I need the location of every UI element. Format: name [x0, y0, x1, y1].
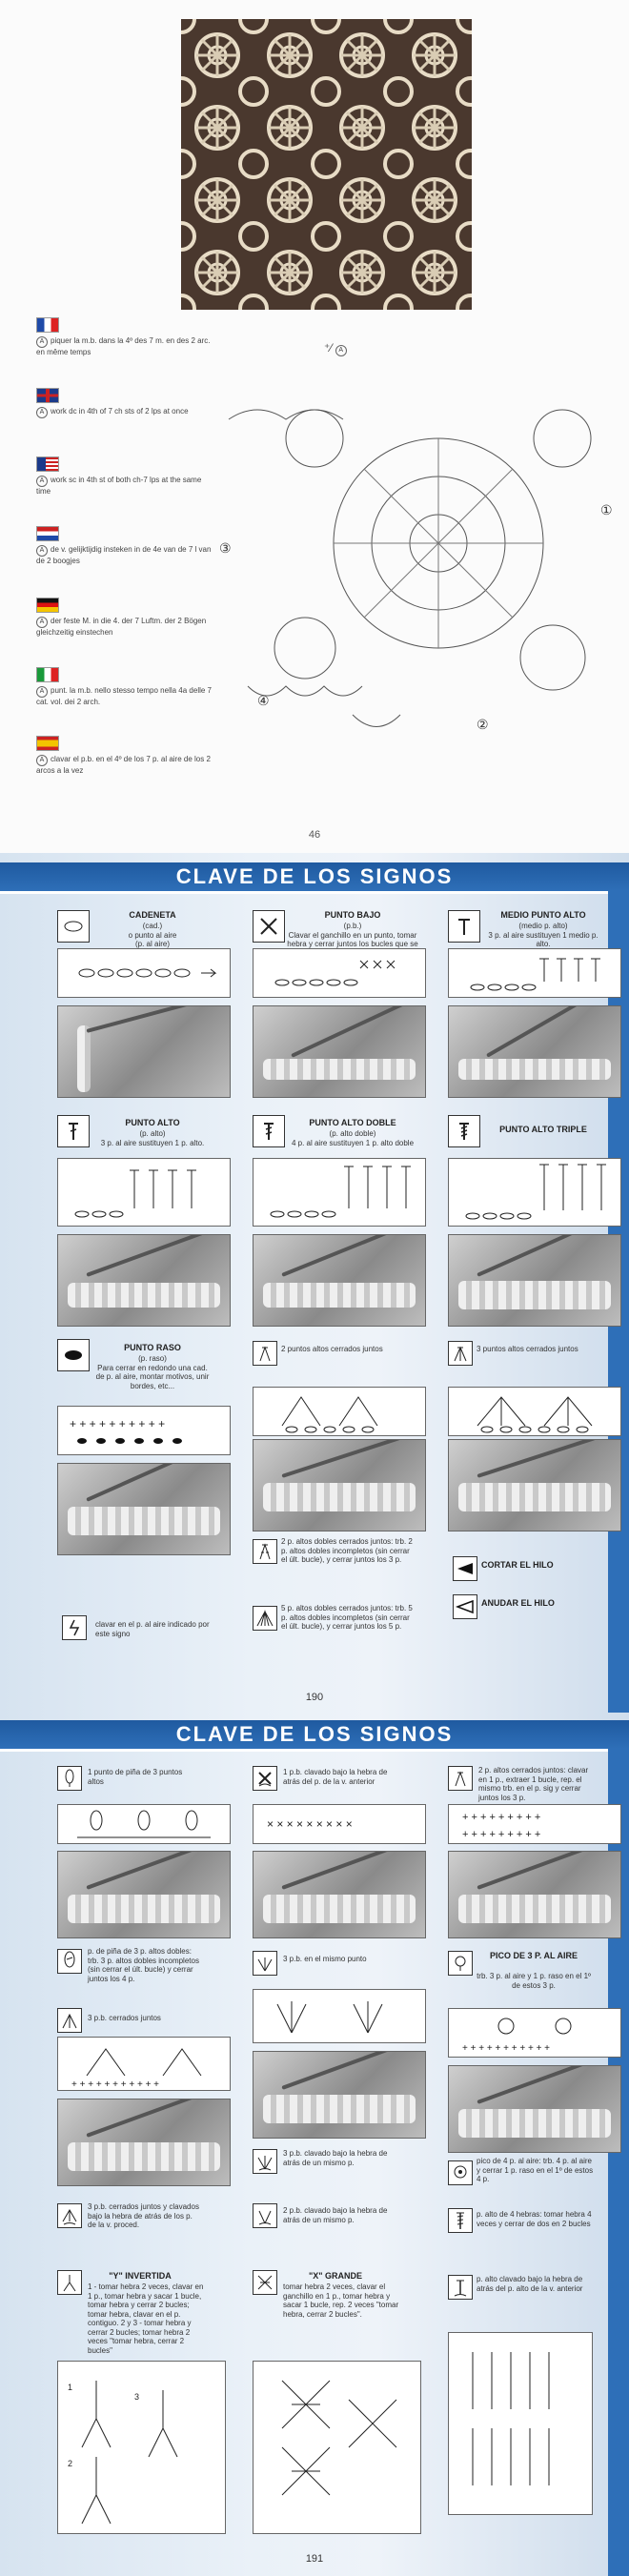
lace-motif-image — [181, 19, 472, 310]
lang-block-uk: A work dc in 4th of 7 ch sts of 2 lps at once — [36, 388, 217, 418]
slip-stitch-diagram — [57, 1406, 231, 1455]
x-grande-title: "X" GRANDE — [308, 2271, 363, 2281]
inverted-y-symbol-icon — [57, 2270, 82, 2295]
lang-block-fr: A piquer la m.b. dans la 4º des 7 m. en des 2 arc. en même temps — [36, 317, 217, 357]
clavado-mismo-desc: 2 p.b. clavado bajo la hebra de atrás de un mismo p. — [283, 2206, 388, 2224]
dc3tog-photo — [448, 1439, 621, 1531]
crochet-diagram — [219, 400, 619, 781]
punto-alto-doble-title: PUNTO ALTO DOBLE — [309, 1118, 396, 1127]
uk-flag — [36, 388, 59, 403]
dc2tog-closed-diagram — [448, 1804, 621, 1844]
spain-flag — [36, 736, 59, 751]
punto-alto-doble-desc: (p. alto doble) 4 p. al aire sustituyen 1 p. alto doble — [291, 1129, 415, 1147]
tr2tog-symbol-icon — [253, 1539, 277, 1564]
chain-photo — [57, 1005, 231, 1098]
svg-text:× × × × × × × × ×: × × × × × × × × × — [267, 1817, 353, 1831]
page-number: 190 — [305, 1692, 324, 1703]
sc3tog-diagram — [57, 2037, 231, 2091]
double-crochet-symbol-icon — [57, 1115, 90, 1147]
dc2tog-closed-photo — [448, 1851, 621, 1938]
dc2tog-diagram — [253, 1387, 426, 1436]
medio-punto-alto-title: MEDIO PUNTO ALTO — [500, 910, 586, 920]
hebra-4-desc: p. alto de 4 hebras: tomar hebra 4 veces y cerrar de dos en 2 bucles — [477, 2210, 592, 2228]
cortar-title: CORTAR EL HILO — [481, 1560, 554, 1570]
sc3tog-photo — [57, 2099, 231, 2186]
tr-puff-symbol-icon — [57, 1949, 82, 1974]
alto-atras-desc: p. alto clavado bajo la hebra de atrás del p. alto de la v. anterior — [477, 2275, 583, 2293]
dos-altos-desc: 2 puntos altos cerrados juntos — [281, 1345, 383, 1353]
triple-treble-photo — [448, 1234, 621, 1327]
svg-text:+ + + + + + + + +: + + + + + + + + + — [462, 1829, 541, 1840]
france-flag — [36, 317, 59, 333]
back-loop-diagram — [253, 1804, 426, 1844]
tres-pb-cerrados-desc: 3 p.b. cerrados juntos — [88, 2014, 161, 2022]
germany-flag — [36, 598, 59, 613]
sc3tog-symbol-icon — [57, 2008, 82, 2033]
cut-thread-icon — [453, 1556, 477, 1581]
symbol-key-page-2 — [0, 1713, 629, 2576]
cadeneta-title: CADENETA — [129, 910, 176, 920]
italy-flag — [36, 667, 59, 682]
lang-block-it: A punt. la m.b. nello stesso tempo nella 4a delle 7 cat. vol. dei 2 arch. — [36, 667, 217, 707]
pico-desc: trb. 3 p. al aire y 1 p. raso en el 1º de estos 3 p. — [477, 1972, 591, 1990]
picot-symbol-icon — [448, 1951, 473, 1976]
triple-treble-diagram — [448, 1158, 621, 1227]
marker-1: ① — [600, 502, 613, 517]
y-invertida-title: "Y" INVERTIDA — [109, 2271, 172, 2281]
picot-photo — [448, 2065, 621, 2153]
dos-dobles-desc: 2 p. altos dobles cerrados juntos: trb. 2 p. altos dobles incompletos (sin cerrar el últ. bucle), y cerrar juntos los 3 p. — [281, 1537, 413, 1564]
sc3-same-diagram — [253, 1989, 426, 2043]
marker-4: ④ — [257, 693, 270, 708]
pico-title: PICO DE 3 P. AL AIRE — [489, 1951, 578, 1960]
page-header: CLAVE DE LOS SIGNOS — [0, 1720, 629, 1749]
dc3tog-diagram — [448, 1387, 621, 1436]
half-double-symbol-icon — [448, 910, 480, 943]
y-invertida-desc: 1 - tomar hebra 2 veces, clavar en 1 p., tomar hebra y sacar 1 bucle, tomar hebra y cerrar 2 bucles; tomar hebra, clavar en el p. contiguo. 2 y 3 - tomar hebra y cerrar 2 bucles; tomar hebra 2 veces "tomar hebra, cerrar 2 bucles" — [88, 2282, 204, 2355]
puff-stitch-symbol-icon — [57, 1766, 82, 1791]
pina-desc: 1 punto de piña de 3 puntos altos — [88, 1768, 183, 1786]
chain-diagram — [57, 948, 231, 998]
dc2tog-symbol-icon — [253, 1341, 277, 1366]
half-double-photo — [448, 1005, 621, 1098]
tres-cerr-atras-desc: 3 p.b. cerrados juntos y clavados bajo la hebra de atrás de los p. de la v. proced. — [88, 2202, 199, 2229]
sc2-back-symbol-icon — [253, 2203, 277, 2228]
treble-photo — [253, 1234, 426, 1327]
punto-alto-triple-title: PUNTO ALTO TRIPLE — [499, 1125, 587, 1134]
clavado-atras-desc: 1 p.b. clavado bajo la hebra de atrás del p. de la v. anterior — [283, 1768, 388, 1786]
punto-raso-title: PUNTO RASO — [124, 1343, 181, 1352]
insert-marker-icon — [62, 1615, 87, 1640]
back-loop-sc-symbol-icon — [253, 1766, 277, 1791]
punto-raso-desc: (p. raso) Para cerrar en redondo una cad. de p. al aire, montar motivos, unir bordes, etc... — [95, 1354, 210, 1390]
svg-text:+ + + + + + + + +: + + + + + + + + + — [462, 1812, 541, 1823]
punto-bajo-desc: (p.b.) Clavar el ganchillo en un punto, tomar hebra y cerrar juntos los bucles que se — [287, 922, 418, 948]
puff-photo — [57, 1851, 231, 1938]
punto-alto-title: PUNTO ALTO — [125, 1118, 180, 1127]
big-x-symbol-icon — [253, 2270, 277, 2295]
treble-symbol-icon — [253, 1115, 285, 1147]
svg-text:1: 1 — [68, 2383, 73, 2392]
circle-a-label: A — [335, 345, 347, 356]
lang-block-es: A clavar el p.b. en el 4º de los 7 p. al aire de los 2 arcos a la vez — [36, 736, 217, 776]
clavado-atras2-desc: 3 p.b. clavado bajo la hebra de atrás de un mismo p. — [283, 2149, 388, 2167]
svg-text:+ + + + + + + + + +: + + + + + + + + + + — [70, 1417, 166, 1430]
page-number: 191 — [305, 2553, 324, 2565]
cinco-dobles-desc: 5 p. altos dobles cerrados juntos: trb. 5 p. altos dobles incompletos (sin cerrar el últ. bucle), y cerrar juntos los 5 p. — [281, 1604, 413, 1631]
picot4-symbol-icon — [448, 2160, 473, 2185]
chain-symbol-icon — [57, 910, 90, 943]
quadruple-treble-symbol-icon — [448, 2208, 473, 2233]
big-x-diagram — [253, 2361, 421, 2534]
marker-3: ③ — [219, 540, 232, 556]
dc2tog-photo — [253, 1439, 426, 1531]
double-crochet-diagram — [57, 1158, 231, 1227]
dos-altos-cerrados-desc: 2 p. altos cerrados juntos: clavar en 1 p., extraer 1 bucle, rep. el mismo trb. en el p. sig y cerrar juntos los 3 p. — [478, 1766, 589, 1802]
half-double-diagram — [448, 948, 621, 998]
lang-block-de: A der feste M. in die 4. der 7 Luftm. der 2 Bögen gleichzeitig einstechen — [36, 598, 217, 638]
join-thread-icon — [453, 1594, 477, 1619]
sc3tog-back-symbol-icon — [57, 2203, 82, 2228]
page-header: CLAVE DE LOS SIGNOS — [0, 862, 629, 891]
svg-text:+ + + + + + + + + + +: + + + + + + + + + + + — [462, 2043, 551, 2054]
medio-punto-alto-desc: (medio p. alto) 3 p. al aire sustituyen 1 medio p. alto. — [488, 922, 599, 948]
picot-diagram — [448, 2008, 621, 2058]
tr5tog-symbol-icon — [253, 1606, 277, 1631]
netherlands-flag — [36, 526, 59, 541]
lang-block-us: A work sc in 4th st of both ch-7 lps at the same time — [36, 456, 217, 497]
x-grande-desc: tomar hebra 2 veces, clavar el ganchillo en 1 p., tomar hebra y sacar 1 bucle, rep. 2 veces "tomar hebra, cerrar 2 bucles". — [283, 2282, 399, 2319]
lang-block-nl: A de v. gelijktijdig insteken in de 4e van de 7 l van de 2 boogjes — [36, 526, 217, 566]
puff-diagram — [57, 1804, 231, 1844]
tres-altos-desc: 3 puntos altos cerrados juntos — [477, 1345, 578, 1353]
single-crochet-symbol-icon — [253, 910, 285, 943]
svg-text:2: 2 — [68, 2459, 73, 2468]
dc2tog-closed-symbol-icon — [448, 1766, 473, 1791]
marker-2: ② — [477, 717, 489, 732]
tres-dobles-desc: p. de piña de 3 p. altos dobles: trb. 3 p. altos dobles incompletos (sin cerrar el últ. bucle) y cerrar juntos los 4 p. — [88, 1947, 199, 1983]
punto-bajo-title: PUNTO BAJO — [324, 910, 381, 920]
lace-photo — [181, 19, 472, 310]
us-flag — [36, 456, 59, 472]
single-crochet-photo — [253, 1005, 426, 1098]
svg-text:3: 3 — [134, 2392, 140, 2402]
sc3-back-loop-symbol-icon — [253, 2149, 277, 2174]
pico2-desc: pico de 4 p. al aire: trb. 4 p. al aire y cerrar 1 p. raso en el 1º de estos 4 p. — [477, 2157, 594, 2183]
dc3tog-symbol-icon — [448, 1341, 473, 1366]
tres-mismo-desc: 3 p.b. en el mismo punto — [283, 1955, 367, 1963]
anudar-title: ANUDAR EL HILO — [481, 1598, 555, 1608]
pattern-page — [0, 0, 629, 853]
back-loop-dc-symbol-icon — [448, 2275, 473, 2300]
slip-stitch-symbol-icon — [57, 1339, 90, 1371]
sc3-same-symbol-icon — [253, 1951, 277, 1976]
back-loop-dc-diagram — [448, 2332, 593, 2515]
cadeneta-desc: (cad.) o punto al aire (p. al aire) — [128, 922, 177, 948]
page-number: 46 — [308, 829, 321, 841]
slip-stitch-photo — [57, 1463, 231, 1555]
svg-text:+ + + + + + + + + + +: + + + + + + + + + + + — [71, 2079, 160, 2090]
treble-diagram — [253, 1158, 426, 1227]
inverted-y-diagram — [57, 2361, 226, 2534]
punto-alto-desc: (p. alto) 3 p. al aire sustituyen 1 p. alto. — [100, 1129, 205, 1147]
clavar-desc: clavar en el p. al aire indicado por este signo — [95, 1620, 210, 1638]
legend-symbol: ⁺⁄ A — [324, 341, 350, 356]
symbol-key-page-1 — [0, 853, 629, 1713]
single-crochet-diagram — [253, 948, 426, 998]
sc3-same-photo — [253, 2051, 426, 2139]
back-loop-photo — [253, 1851, 426, 1938]
double-crochet-photo — [57, 1234, 231, 1327]
triple-treble-symbol-icon — [448, 1115, 480, 1147]
